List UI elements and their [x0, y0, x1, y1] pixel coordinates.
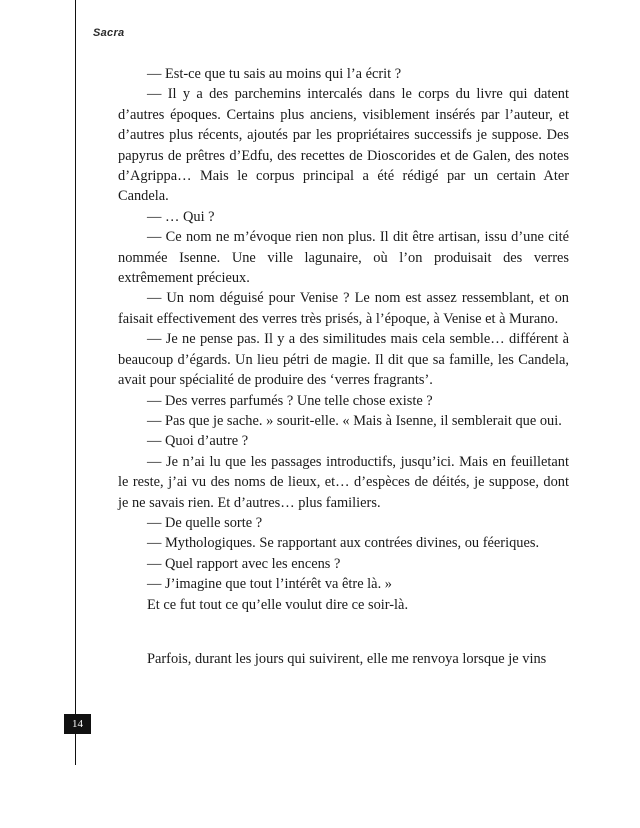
paragraph: — Je ne pense pas. Il y a des similitudes mais cela semble… différent à beaucoup d’égards. Un lieu pétri de magie. Il dit que sa famille, les Candela, avait pour spécialité de produire des ‘verres fragrants’. — [118, 331, 569, 389]
paragraph: — Je n’ai lu que les passages introductifs, jusqu’ici. Mais en feuilletant le reste, j’ai vu des noms de lieux, et… d’espèces de déités, je suppose, dont je ne savais rien. Et d’autres… plus familiers. — [118, 453, 569, 511]
paragraph: — Il y a des parchemins intercalés dans le corps du livre qui datent d’autres époques. Certains plus anciens, visiblement insérés par l’auteur, et d’autres plus récents, ajoutés par les propriétaires successifs je suppose. Des papyrus de prêtres d’Edfu, des recettes de Dioscorides et de Galen, des notes d’Agrippa… Mais le corpus principal a été rédigé par un certain Ater Candela. — [118, 86, 569, 205]
paragraph: — De quelle sorte ? — [147, 514, 263, 531]
paragraph: — Pas que je sache. » sourit-elle. « Mais à Isenne, il semblerait que oui. — [147, 412, 562, 429]
paragraph: Et ce fut tout ce qu’elle voulut dire ce soir-là. — [147, 596, 409, 613]
paragraph: — Des verres parfumés ? Une telle chose existe ? — [147, 392, 433, 409]
paragraph: — Est-ce que tu sais au moins qui l’a écrit ? — [147, 66, 402, 82]
paragraph: — Un nom déguisé pour Venise ? Le nom est assez ressemblant, et on faisait effectivement des verres très prisés, à l’époque, à Venise et à Murano. — [118, 290, 569, 327]
paragraph: — Quel rapport avec les encens ? — [147, 555, 341, 572]
paragraph: — Mythologiques. Se rapportant aux contrées divines, ou féeriques. — [147, 535, 540, 552]
paragraph: — J’imagine que tout l’intérêt va être là. » — [147, 576, 392, 593]
paragraph: Parfois, durant les jours qui suivirent, elle me renvoya lorsque je vins — [147, 650, 547, 667]
paragraph: — Quoi d’autre ? — [147, 433, 249, 450]
page-number: 14 — [64, 714, 91, 734]
margin-rule — [75, 0, 76, 765]
running-header: Sacra — [93, 27, 125, 39]
body-text — [118, 64, 569, 669]
paragraph: — Ce nom ne m’évoque rien non plus. Il dit être artisan, issu d’une cité nommée Isenne. Une ville lagunaire, où l’on produisait des verres extrêmement précieux. — [118, 229, 569, 287]
paragraph: — … Qui ? — [147, 208, 215, 225]
